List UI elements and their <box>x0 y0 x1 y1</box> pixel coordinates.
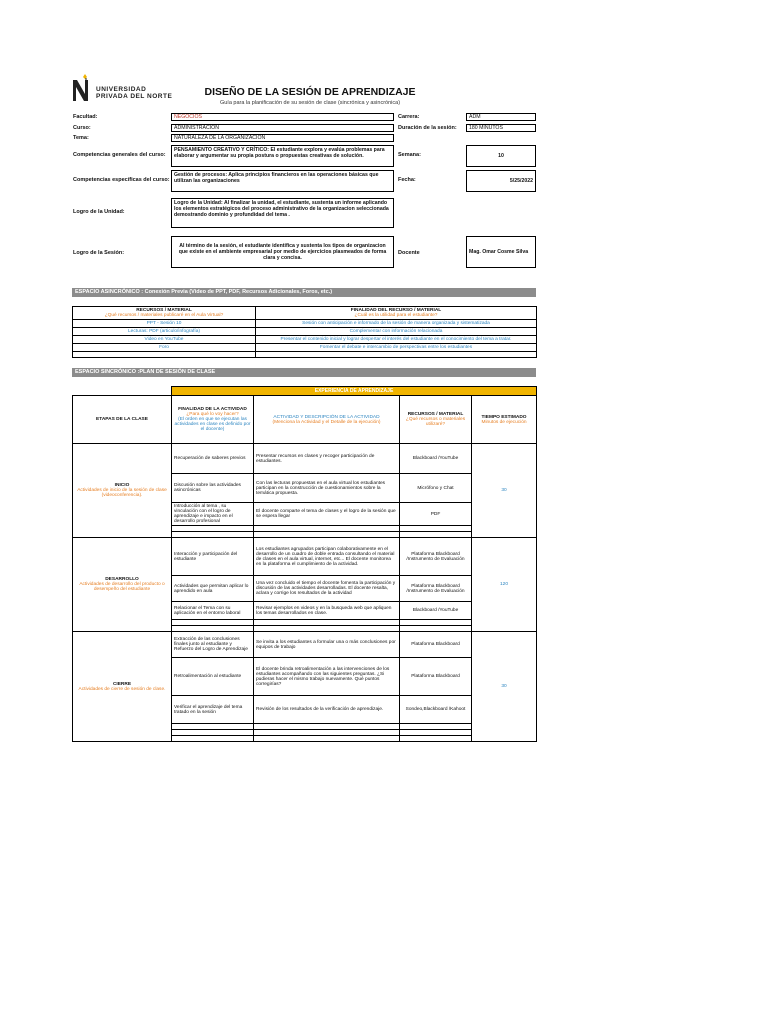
asinc-row-resource: Foro <box>73 344 256 352</box>
university-logo <box>72 74 182 104</box>
etapas-header: ETAPAS DE LA CLASE <box>73 396 172 444</box>
tiempo-header: TIEMPO ESTIMADO Minutos de ejecución <box>472 396 537 444</box>
stage-row-finalidad: Extracción de las conclusiones finales junto al estudiante y Refuerzo del Logro de Aprendizaje <box>172 632 254 658</box>
stage-cierre-time: 30 <box>472 632 537 742</box>
logro-unidad-field: Logro de la Unidad: Al finalizar la unidad, el estudiante, sustenta un informe aplicando los elementos estratégicos del proceso administrativo de la organizacion seleccionada demostrando dominio y profundidad del tema . <box>171 198 394 228</box>
recursos-header: RECURSOS / MATERIAL ¿Qué recursos o materiales utilizaré? <box>400 396 472 444</box>
stage-row-recurso: Plataforma Blackboard <box>400 658 472 696</box>
asinc-row-purpose: Fomentar el debate e intercambio de perspectivas entre los estudiantes <box>256 344 537 352</box>
fecha-label: Fecha: <box>398 177 416 183</box>
experiencia-header: EXPERIENCIA DE APRENDIZAJE <box>172 387 537 396</box>
asincronico-table <box>72 306 537 358</box>
stage-row-recurso: Blackboard /YouTube <box>400 602 472 620</box>
tema-label: Tema: <box>73 135 89 141</box>
tema-field: NATURALEZA DE LA ORGANIZACIÓN <box>171 134 394 142</box>
duracion-field: 180 MINUTOS <box>466 124 536 132</box>
asinc-row-purpose: Complementar con información relacionada <box>256 328 537 336</box>
logro-unidad-label: Logro de la Unidad: <box>73 209 125 215</box>
stage-row-recurso: Plataforma Blackboard <box>400 632 472 658</box>
logro-sesion-label: Logro de la Sesión: <box>73 250 125 256</box>
stage-row-finalidad: Retroalimentación al estudiante <box>172 658 254 696</box>
stage-row-recurso: Plataforma Blackboard /Instrumento de Evaluación <box>400 576 472 602</box>
asinc-header-recursos: RECURSOS / MATERIAL ¿Qué recursos / materiales publicaré en el Aula Virtual? <box>73 307 256 320</box>
logro-sesion-field: Al término de la sesión, el estudiante identifica y sustenta los tipos de organizacion que existe en el ambiente empresarial por medio de ejercicios plasmeados de forma clara y concisa. <box>171 236 394 268</box>
stage-row-actividad: Se invita a los estudiantes a formular una o más conclusiones por equipos de trabajo <box>254 632 400 658</box>
comp-gen-label: Competencias generales del curso: <box>73 152 166 158</box>
stage-row-recurso: Sondeo,Blackboard /Kahoot <box>400 696 472 724</box>
facultad-label: Facultad: <box>73 114 98 120</box>
asinc-row-resource: Lecturas: PDF (articulo/infografía) <box>73 328 256 336</box>
asinc-header-finalidad: FINALIDAD DEL RECURSO / MATERIAL ¿Cuál es la utilidad para el estudiante? <box>256 307 537 320</box>
empty-cell <box>400 736 472 742</box>
asinc-row-resource: PPT - Sesión 10 <box>73 320 256 328</box>
carrera-field: ADM <box>466 113 536 121</box>
stage-row-finalidad: Discusión sobre las actividades asincrónicas <box>172 474 254 503</box>
comp-gen-field: PENSAMIENTO CREATIVO Y CRÍTICO: El estudiante explora y evalúa problemas para elaborar y argumentar su propia postura o propuestas creativas de solución. <box>171 145 394 167</box>
facultad-field: NEGOCIOS <box>171 113 394 121</box>
finalidad-header: FINALIDAD DE LA ACTIVIDAD ¿Para qué lo voy hacer? (El orden en que se ejecutan las actividades en clase es definido por el docente) <box>172 396 254 444</box>
stage-row-actividad: Con las lecturas propuestas en el aula virtual los estudiantes participan en la construcción de cuestionamientos sobre la temática propuesta. <box>254 474 400 503</box>
stage-inicio: INICIO Actividades de inicio de la sesión de clase (videoconferencia). <box>73 444 172 538</box>
semana-label: Semana: <box>398 152 421 158</box>
asincronico-bar: ESPACIO ASINCRÓNICO : Conexión Previa (Video de PPT, PDF, Recursos Adicionales, Foros, etc.) <box>72 288 536 297</box>
stage-row-recurso: Blackboard /YouTube <box>400 444 472 474</box>
stage-row-finalidad: Relacionar el Tema con su aplicación en el entorno laboral <box>172 602 254 620</box>
empty-cell <box>254 736 400 742</box>
comp-esp-field: Gestión de procesos: Aplica principios financieros en las operaciones básicas que utilizan las organizaciones <box>171 170 394 192</box>
stage-row-actividad: El docente comparte el tema de clases y el logro de la sesión que se espera llegar <box>254 503 400 526</box>
sincronico-bar: ESPACIO SINCRÓNICO :PLAN DE SESIÓN DE CLASE <box>72 368 536 377</box>
stage-row-finalidad: Interacción y participación del estudiante <box>172 538 254 576</box>
stage-row-actividad: Presentar recursos en clases y recoger participación de estudiantes. <box>254 444 400 474</box>
stage-desarrollo-time: 120 <box>472 538 537 632</box>
stage-cierre: CIERRE Actividades de cierre de sesión de clase. <box>73 632 172 742</box>
stage-row-actividad: Los estudiantes agrupados participan colaborativamente en el desarrollo de un cuadro de doble entrada consultando el material de clases en el aula virtual, internet, etc... El docente monitorea en la plataforma el cumplimiento de la actividad. <box>254 538 400 576</box>
asinc-row-purpose: Presentar el contenido inicial y lograr despertar el interés del estudiante en el conocimiento del tema a tratar. <box>256 336 537 344</box>
stage-row-finalidad: Verificar el aprendizaje del tema tratado en la sesión <box>172 696 254 724</box>
asinc-row-resource: Video en YouTube <box>73 336 256 344</box>
stage-row-recurso: Plataforma Blackboard /Instrumento de Evaluación <box>400 538 472 576</box>
asinc-row-purpose <box>256 352 537 358</box>
page-subtitle: Guía para la planificación de su sesión de clase (sincrónica y asincrónica) <box>219 100 401 106</box>
stage-desarrollo: DESARROLLO Actividades de desarrollo del producto o desempeño del estudiante <box>73 538 172 632</box>
actividad-header: ACTIVIDAD Y DESCRIPCIÓN DE LA ACTIVIDAD (Menciona la Actividad y el Detalle de la ejecución) <box>254 396 400 444</box>
docente-field: Mag. Omar Cosme Silva <box>466 236 536 268</box>
sincronico-table <box>72 386 537 742</box>
stage-row-finalidad: Actividades que permitan aplicar lo aprendido en aula <box>172 576 254 602</box>
stage-row-recurso: Micrófono y Chat <box>400 474 472 503</box>
empty-cell <box>172 736 254 742</box>
stage-row-actividad: Revisión de los resultados de la verificación de aprendizaje. <box>254 696 400 724</box>
page-title: DISEÑO DE LA SESIÓN DE APRENDIZAJE <box>204 86 416 98</box>
duracion-label: Duración de la sesión: <box>398 125 457 131</box>
stage-row-actividad: El docente brinda retroalimentación a las intervenciones de los estudiantes acompañando con las siguientes preguntas. ¿Si pudieras hacer el mismo trabajo nuevamente. Qué puntos corregirías? <box>254 658 400 696</box>
comp-esp-label: Competencias específicas del curso: <box>73 177 170 183</box>
asinc-row-resource <box>73 352 256 358</box>
curso-field: ADMINISTRACIÓN <box>171 124 394 132</box>
semana-field: 10 <box>466 145 536 167</box>
fecha-field: 5/25/2022 <box>466 170 536 192</box>
carrera-label: Carrera: <box>398 114 420 120</box>
stage-row-actividad: Una vez concluido el tiempo el docente fomenta la participación y discusión de las actividades desarrolladas. El docente resalta, aclara y corrige los resultados de la actividad <box>254 576 400 602</box>
docente-label: Docente <box>398 250 420 256</box>
logo-n-icon <box>72 74 92 102</box>
stage-inicio-time: 30 <box>472 444 537 538</box>
stage-row-actividad: Revisar ejemplos en videos y en la busqueda web que apliquen los temas desarrollados en clase. <box>254 602 400 620</box>
stage-row-finalidad: Recuperación de saberes previos <box>172 444 254 474</box>
curso-label: Curso: <box>73 125 91 131</box>
asinc-row-purpose: Sesión con anticipación e informado de la sesión de manera organizada y sistematizada <box>256 320 537 328</box>
stage-row-finalidad: Introducción al tema , su vinculación con el logro de aprendizaje e impacto en el desarrollo profesional <box>172 503 254 526</box>
logo-text: UNIVERSIDAD PRIVADA DEL NORTE <box>96 86 173 100</box>
stage-row-recurso: PDF <box>400 503 472 526</box>
